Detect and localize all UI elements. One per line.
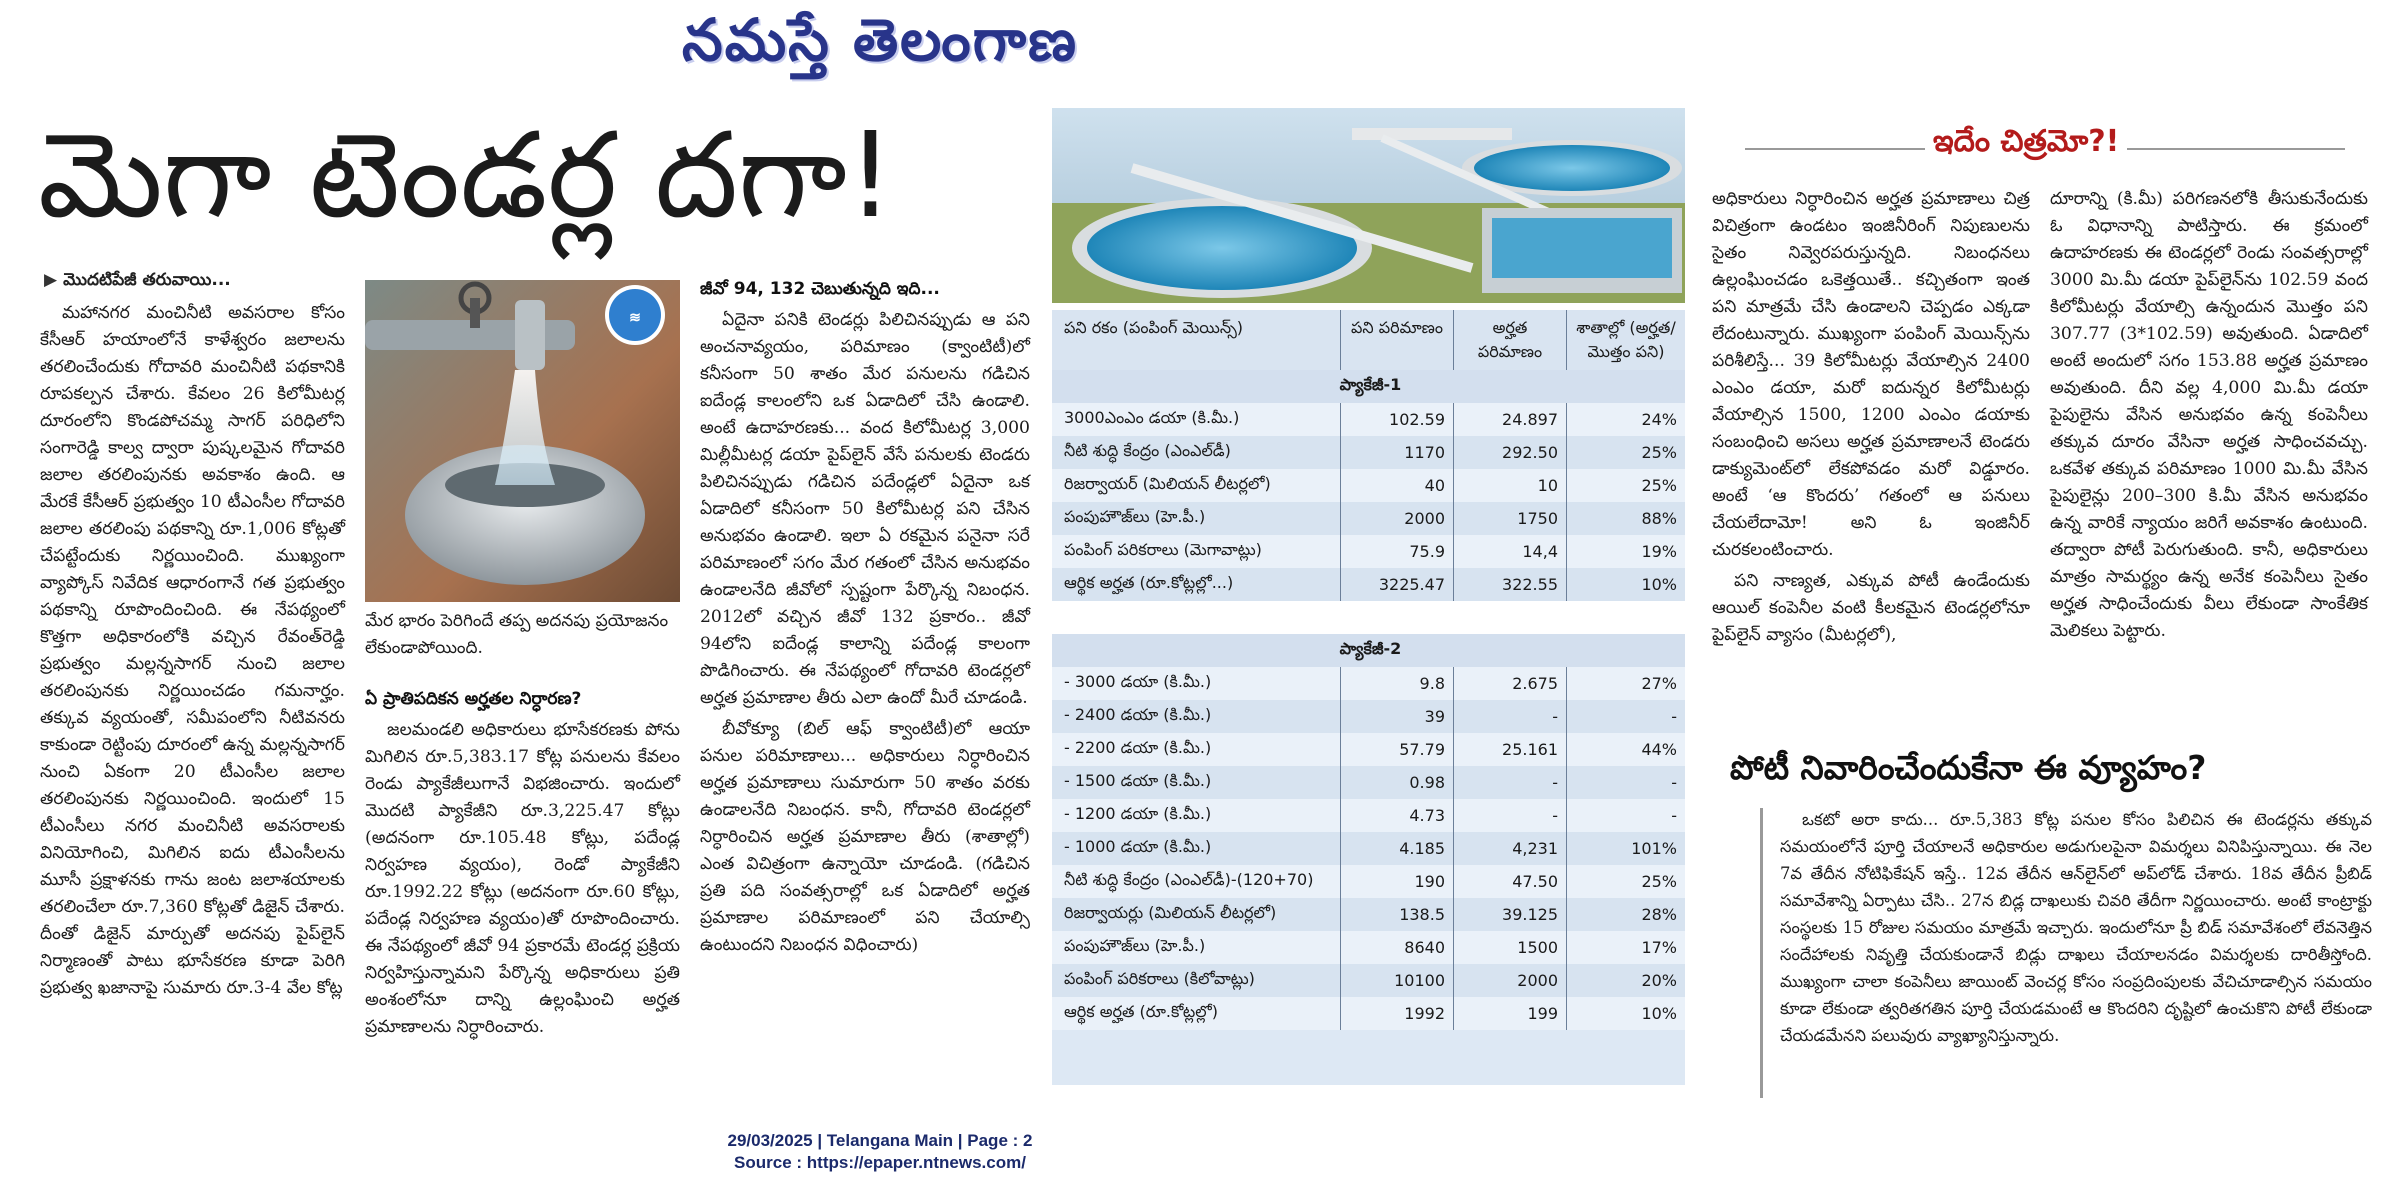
cell-qty: 4.73 <box>1341 799 1454 832</box>
cell-elig: - <box>1454 700 1567 733</box>
table-row <box>1052 799 1685 832</box>
table-row <box>1052 865 1685 898</box>
cell-work: పంపింగ్ పరికరాలు (కిలోవాట్లు) <box>1052 964 1341 997</box>
photo1-caption: మేర భారం పెరిగిందే తప్ప అదనపు ప్రయోజనం లేకుండాపోయింది. <box>365 611 669 658</box>
cell-elig: 322.55 <box>1454 568 1567 601</box>
cell-work: - 1200 డయా (కి.మీ.) <box>1052 799 1341 832</box>
cell-pct: 25% <box>1567 469 1686 502</box>
cell-work: - 1000 డయా (కి.మీ.) <box>1052 832 1341 865</box>
cell-pct: 28% <box>1567 898 1686 931</box>
cell-work: పంపుహౌజ్‌లు (హె.పీ.) <box>1052 931 1341 964</box>
table-row <box>1052 700 1685 733</box>
cell-elig: 4,231 <box>1454 832 1567 865</box>
col6-paragraph: ఒకటో అరా కాదు... రూ.5,383 కోట్ల పనుల కోసం పిలిచిన ఈ టెండర్లను తక్కువ సమయంలోనే పూర్తి చేయాలనే అధికారుల అడుగులపైనా విమర్శలు వినిపిస్తున్నాయి. ఈ నెల 7వ తేదీన నోటిఫికేషన్ ఇస్తే.. 12వ తేదీన ఆన్‌లైన్‌లో అప్‌లోడ్ చేశారు. 18వ తేదీన ప్రీబిడ్ సమావేశాన్ని ఏర్పాటు చేసి.. 27న బిడ్ల దాఖలుకు చివరి తేదీగా నిర్ణయించారు. అంటే కాంట్రాక్టు సంస్థలకు 15 రోజుల సమయం మాత్రమే ఇచ్చారు. ఇందులోనూ ప్రీ బిడ్ సమావేశంలో లేవనెత్తిన సందేహాలకు నివృత్తి చేయకుండానే బిడ్లు దాఖలు చేయాలనడం విమర్శలకు దారితీస్తోంది. ముఖ్యంగా చాలా కంపెనీలు జాయింట్ వెంచర్ల కోసం సంప్రదింపులకు వేచిచూడాల్సిన సమయం కూడా లేకుండా త్వరితగతిన పూర్తి చేయడమంటే ఆ కొందరిని దృష్టిలో ఉంచుకొని పోటీ లేకుండా చేయడమేనని పలువురు వ్యాఖ్యానిస్తున్నారు. <box>1780 810 2372 1045</box>
cell-work: 3000ఎంఎం డయా (కి.మీ.) <box>1052 403 1341 436</box>
cell-elig: - <box>1454 799 1567 832</box>
cell-qty: 10100 <box>1341 964 1454 997</box>
column-6 <box>1780 806 2372 1053</box>
table-row <box>1052 568 1685 601</box>
col3-paragraph-1: ఏదైనా పనికి టెండర్లు పిలిచినప్పుడు ఆ పని అంచనావ్యయం, పరిమాణం (క్వాంటిటీ)లో కనీసంగా 50 శాతం మేర పనులను గడిచిన ఐదేండ్ల కాలంలోని ఒక ఏడాదిలో చేసి ఉండాలి. అంటే ఉదాహరణకు... వంద కిలోమీటర్ల 3,000 మిల్లీమీటర్ల డయా పైప్‌లైన్ వేసే పనులకు టెండరు పిలిచినప్పుడు గడిచిన పదేండ్లలో ఏదైనా ఒక ఏడాదిలో కనీసంగా 50 కిలోమీటర్ల పని చేసిన అనుభవం ఉండాలి. ఇలా ఏ రకమైన పనైనా సరే పరిమాణంలో సగం మేర గతంలో చేసిన అనుభవం ఉండాలనేది జీవోలో స్పష్టంగా పేర్కొన్న నిబంధన. 2012లో వచ్చిన జీవో 132 ప్రకారం.. జీవో 94లోని ఐదేండ్ల కాలాన్ని పదేండ్ల కాలంగా పొడిగించారు. ఈ నేపథ్యంలో గోదావరి టెండర్లలో అర్హత ప్రమాణాల తీరు ఎలా ఉందో మీరే చూడండి. <box>700 310 1030 708</box>
table-header-eligibility-quantity: అర్హత పరిమాణం <box>1454 310 1567 370</box>
quote-bar <box>1760 808 1763 1098</box>
cell-pct: - <box>1567 766 1686 799</box>
cell-qty: 102.59 <box>1341 403 1454 436</box>
cell-qty: 2000 <box>1341 502 1454 535</box>
cell-pct: 10% <box>1567 997 1686 1030</box>
cell-elig: 25.161 <box>1454 733 1567 766</box>
table-header-row <box>1052 310 1685 370</box>
col5-paragraph: దూరాన్ని (కి.మీ) పరిగణనలోకి తీసుకునేందుకు ఓ విధానాన్ని పాటిస్తారు. ఈ క్రమంలో ఉదాహరణకు ఈ టెండర్లలో రెండు సంవత్సరాల్లో 3000 మి.మీ డయా పైప్‌లైన్‌ను 102.59 వంద కిలోమీటర్లు వేయాల్సి ఉన్నందున మొత్తం పని 307.77 (3*102.59) అవుతుంది. ఏడాదిలో అంటే అందులో సగం 153.88 అర్హత ప్రమాణం అవుతుంది. దీని వల్ల 4,000 మి.మీ డయా పైపులైను వేసిన అనుభవం ఉన్న కంపెనీలు తక్కువ దూరం వేసినా అర్హత సాధించవచ్చు. ఒకవేళ తక్కువ పరిమాణం 1000 మి.మీ వేసిన పైపులైన్లు 200–300 కి.మీ వేసిన అనుభవం ఉన్న వారికే న్యాయం జరిగే అవకాశం ఉంటుంది. తద్వారా పోటీ పెరుగుతుంది. కానీ, అధికారులు మాత్రం సామర్థ్యం ఉన్న అనేక కంపెనీలు సైతం అర్హత సాధించేందుకు వీలు లేకుండా సాంకేతిక మెలికలు పెట్టారు. <box>2050 189 2368 641</box>
headline: మెగా టెండర్ల దగా! <box>38 106 895 244</box>
cell-pct: 25% <box>1567 865 1686 898</box>
cell-work: రిజర్వాయర్లు (మిలియన్ లీటర్లలో) <box>1052 898 1341 931</box>
cell-qty: 138.5 <box>1341 898 1454 931</box>
column-4 <box>1712 186 2030 653</box>
table-header-percentage: శాతాల్లో (అర్హత/ మొత్తం పని) <box>1567 310 1686 370</box>
continued-text: మొదటిపేజీ తరువాయి... <box>63 270 231 290</box>
cell-pct: 88% <box>1567 502 1686 535</box>
column-3 <box>700 274 1030 963</box>
cell-pct: 10% <box>1567 568 1686 601</box>
column-1 <box>40 300 345 1006</box>
col4-paragraph-2: పని నాణ్యత, ఎక్కువ పోటీ ఉండేందుకు ఆయిల్ కంపెనీల వంటి కీలకమైన టెండర్లలోనూ పైప్‌లైన్ వ్యాసం (మీటర్లలో), <box>1712 571 2030 645</box>
cell-qty: 4.185 <box>1341 832 1454 865</box>
cell-elig: 2.675 <box>1454 667 1567 700</box>
cell-qty: 8640 <box>1341 931 1454 964</box>
package-1-row <box>1052 370 1685 403</box>
cell-qty: 3225.47 <box>1341 568 1454 601</box>
cell-elig: 2000 <box>1454 964 1567 997</box>
table-row <box>1052 964 1685 997</box>
col3-paragraph-2: బీవోక్యూ (బిల్ ఆఫ్ క్వాంటిటీ)లో ఆయా పనుల పరిమాణాలు... అధికారులు నిర్ధారించిన అర్హత ప్రమాణాలు సుమారుగా 50 శాతం వరకు ఉండాలనేది నిబంధన. కానీ, గోదావరి టెండర్లలో నిర్ధారించిన అర్హత ప్రమాణాల తీరు (శాతాల్లో) ఎంత విచిత్రంగా ఉన్నాయో చూడండి. (గడిచిన ప్రతి పది సంవత్సరాల్లో ఒక ఏడాదిలో అర్హత ప్రమాణాల పరిమాణంలో పని చేయాల్సి ఉంటుందని నిబంధన విధించారు) <box>700 719 1030 955</box>
cell-qty: 57.79 <box>1341 733 1454 766</box>
table-row <box>1052 931 1685 964</box>
cell-elig: 1500 <box>1454 931 1567 964</box>
col2-paragraph: జలమండలి అధికారులు భూసేకరణకు పోను మిగిలిన రూ.5,383.17 కోట్ల పనులను కేవలం రెండు ప్యాకేజీలుగానే విభజించారు. ఇందులో మొదటి ప్యాకేజీని రూ.3,225.47 కోట్లు (అదనంగా రూ.105.48 కోట్లు, పదేండ్ల నిర్వహణ వ్యయం), రెండో ప్యాకేజీని రూ.1992.22 కోట్లు (అదనంగా రూ.60 కోట్లు, పదేండ్ల నిర్వహణ వ్యయం)తో రూపొందించారు. ఈ నేపథ్యంలో జీవో 94 ప్రకారమే టెండర్ల ప్రక్రియ నిర్వహిస్తున్నామని పేర్కొన్న అధికారులు ప్రతి అంశంలోనూ దాన్ని ఉల్లంఘించి అర్హత ప్రమాణాలను నిర్ధారించారు. <box>365 720 680 1037</box>
cell-pct: 101% <box>1567 832 1686 865</box>
table-row <box>1052 898 1685 931</box>
table-row <box>1052 832 1685 865</box>
cell-work: - 1500 డయా (కి.మీ.) <box>1052 766 1341 799</box>
col1-paragraph: మహానగర మంచినీటి అవసరాల కోసం కేసీఆర్ హయాంలోనే కాళేశ్వరం జలాలను తరలించేందుకు గోదావరి మంచినీటి పథకానికి రూపకల్పన చేశారు. కేవలం 26 కిలోమీటర్ల దూరంలోని కొండపోచమ్మ సాగర్ పరిధిలోని సంగారెడ్డి కాల్వ ద్వారా పుష్కలమైన గోదావరి జలాల తరలింపునకు అవకాశం ఉంది. ఆ మేరకే కేసీఆర్ ప్రభుత్వం 10 టీఎంసీల గోదావరి జలాల తరలింపు పథకాన్ని రూ.1,006 కోట్లతో చేపట్టేందుకు నిర్ణయించింది. ముఖ్యంగా వ్యాప్కోస్ నివేదిక ఆధారంగానే గత ప్రభుత్వం పథకాన్ని రూపొందించింది. ఈ నేపథ్యంలో కొత్తగా అధికారంలోకి వచ్చిన రేవంత్‌రెడ్డి ప్రభుత్వం మల్లన్నసాగర్ నుంచి జలాల తరలింపునకు నిర్ణయించడం గమనార్హం. తక్కువ వ్యయంతో, సమీపంలోని నీటివనరు కాకుండా రెట్టింపు దూరంలో ఉన్న మల్లన్నసాగర్ నుంచి ఏకంగా 20 టీఎంసీల జలాల తరలింపునకు నిర్ణయించింది. ఇందులో 15 టీఎంసీలు నగర మంచినీటి అవసరాలకు వినియోగించి, మిగిలిన ఐదు టీఎంసీలను మూసీ ప్రక్షాళనకు గాను జంట జలాశయాలకు తరలించేలా రూ.7,360 కోట్లతో డిజైన్ చేశారు. దీంతో డిజైన్ మార్పుతో అదనపు పైప్‌లైన్ నిర్మాణంతో పాటు భూసేకరణ కూడా పెరిగి ప్రభుత్వ ఖజానాపై సుమారు రూ.3-4 వేల కోట్ల <box>40 303 345 998</box>
cell-elig: 39.125 <box>1454 898 1567 931</box>
table-row <box>1052 436 1685 469</box>
table-row <box>1052 997 1685 1030</box>
table-row <box>1052 667 1685 700</box>
cell-elig: 47.50 <box>1454 865 1567 898</box>
cell-pct: - <box>1567 799 1686 832</box>
cell-pct: 17% <box>1567 931 1686 964</box>
cell-elig: 24.897 <box>1454 403 1567 436</box>
table-header-work-type: పని రకం (పంపింగ్ మెయిన్స్) <box>1052 310 1341 370</box>
eligibility-table <box>1052 310 1685 1085</box>
cell-pct: 25% <box>1567 436 1686 469</box>
col4-paragraph-1: అధికారులు నిర్ధారించిన అర్హత ప్రమాణాలు చిత్ర విచిత్రంగా ఉండటం ఇంజినీరింగ్ నిపుణులను సైతం నివ్వెరపరుస్తున్నది. నిబంధనలు ఉల్లంఘించడం ఒకెత్తయితే.. కచ్చితంగా ఇంత పని మాత్రమే చేసి ఉండాలని చెప్పడం ఎక్కడా లేదంటున్నారు. ముఖ్యంగా పంపింగ్ మెయిన్స్‌ను పరిశీలిస్తే... 39 కిలోమీటర్లు వేయాల్సిన 2400 ఎంఎం డయా, మరో ఐదున్నర కిలోమీటర్లు వేయాల్సిన 1500, 1200 ఎంఎం డయాకు సంబంధించి అసలు అర్హత ప్రమాణాలనే టెండరు డాక్యుమెంట్‌లో లేకపోవడం మరో విడ్డూరం. అంటే ‘ఆ కొందరు’ గతంలో ఆ పనులు చేయలేదామో! అని ఓ ఇంజినీర్ చురకలంటించారు. <box>1712 189 2030 560</box>
treatment-plant-photo <box>1052 108 1685 303</box>
table-row <box>1052 733 1685 766</box>
cell-work: ఆర్థిక అర్హత (రూ.కోట్లల్లో...) <box>1052 568 1341 601</box>
cell-pct: - <box>1567 700 1686 733</box>
cell-pct: 24% <box>1567 403 1686 436</box>
cell-qty: 190 <box>1341 865 1454 898</box>
cell-pct: 44% <box>1567 733 1686 766</box>
col3-subheading: జీవో 94, 132 చెబుతున్నది ఇది... <box>700 279 940 299</box>
cell-work: రిజర్వాయర్ (మిలియన్ లీటర్లలో) <box>1052 469 1341 502</box>
cell-elig: 1750 <box>1454 502 1567 535</box>
cell-work: నీటి శుద్ధి కేంద్రం (ఎంఎల్‌డీ)-(120+70) <box>1052 865 1341 898</box>
cell-elig: - <box>1454 766 1567 799</box>
svg-text:≋: ≋ <box>629 309 641 325</box>
package-1-label: ప్యాకేజీ-1 <box>1052 370 1685 403</box>
table-header-work-quantity: పని పరిమాణం <box>1341 310 1454 370</box>
table-row <box>1052 469 1685 502</box>
cell-elig: 199 <box>1454 997 1567 1030</box>
column-5 <box>2050 186 2368 649</box>
cell-qty: 0.98 <box>1341 766 1454 799</box>
cell-qty: 40 <box>1341 469 1454 502</box>
cell-qty: 75.9 <box>1341 535 1454 568</box>
cell-work: - 2400 డయా (కి.మీ.) <box>1052 700 1341 733</box>
cell-work: పంపింగ్ పరికరాలు (మెగావాట్లు) <box>1052 535 1341 568</box>
cell-work: నీటి శుద్ధి కేంద్రం (ఎంఎల్‌డీ) <box>1052 436 1341 469</box>
cell-pct: 20% <box>1567 964 1686 997</box>
cell-qty: 1992 <box>1341 997 1454 1030</box>
cell-qty: 1170 <box>1341 436 1454 469</box>
sub-headline-2: పోటీ నివారించేందుకేనా ఈ వ్యూహం? <box>1730 748 2207 787</box>
cell-work: ఆర్థిక అర్హత (రూ.కోట్లల్లో) <box>1052 997 1341 1030</box>
water-tap-photo <box>365 280 680 602</box>
package-2-row <box>1052 634 1685 667</box>
column-2 <box>365 684 680 1045</box>
table-row <box>1052 766 1685 799</box>
cell-elig: 292.50 <box>1454 436 1567 469</box>
table-row <box>1052 403 1685 436</box>
footer-date-edition: 29/03/2025 | Telangana Main | Page : 2 <box>727 1131 1033 1150</box>
cell-work: - 3000 డయా (కి.మీ.) <box>1052 667 1341 700</box>
cell-pct: 19% <box>1567 535 1686 568</box>
cell-work: - 2200 డయా (కి.మీ.) <box>1052 733 1341 766</box>
page-footer <box>0 1130 1760 1174</box>
col2-subheading: ఏ ప్రాతిపదికన అర్హతల నిర్ధారణ? <box>365 689 582 709</box>
triangle-icon: ▶ <box>44 270 58 290</box>
cell-elig: 14,4 <box>1454 535 1567 568</box>
table-spacer <box>1052 601 1685 634</box>
package-2-label: ప్యాకేజీ-2 <box>1052 634 1685 667</box>
masthead-logo: నమస్తే తెలంగాణ <box>682 6 1078 74</box>
cell-elig: 10 <box>1454 469 1567 502</box>
continued-label <box>44 270 231 294</box>
cell-qty: 39 <box>1341 700 1454 733</box>
table-row <box>1052 502 1685 535</box>
cell-work: పంపుహౌజ్‌లు (హె.పీ.) <box>1052 502 1341 535</box>
kicker-heading: ఇదేం చిత్రమో?! <box>1925 124 2127 166</box>
footer-source-link[interactable]: Source : https://epaper.ntnews.com/ <box>734 1153 1026 1172</box>
cell-qty: 9.8 <box>1341 667 1454 700</box>
cell-pct: 27% <box>1567 667 1686 700</box>
table-row <box>1052 535 1685 568</box>
